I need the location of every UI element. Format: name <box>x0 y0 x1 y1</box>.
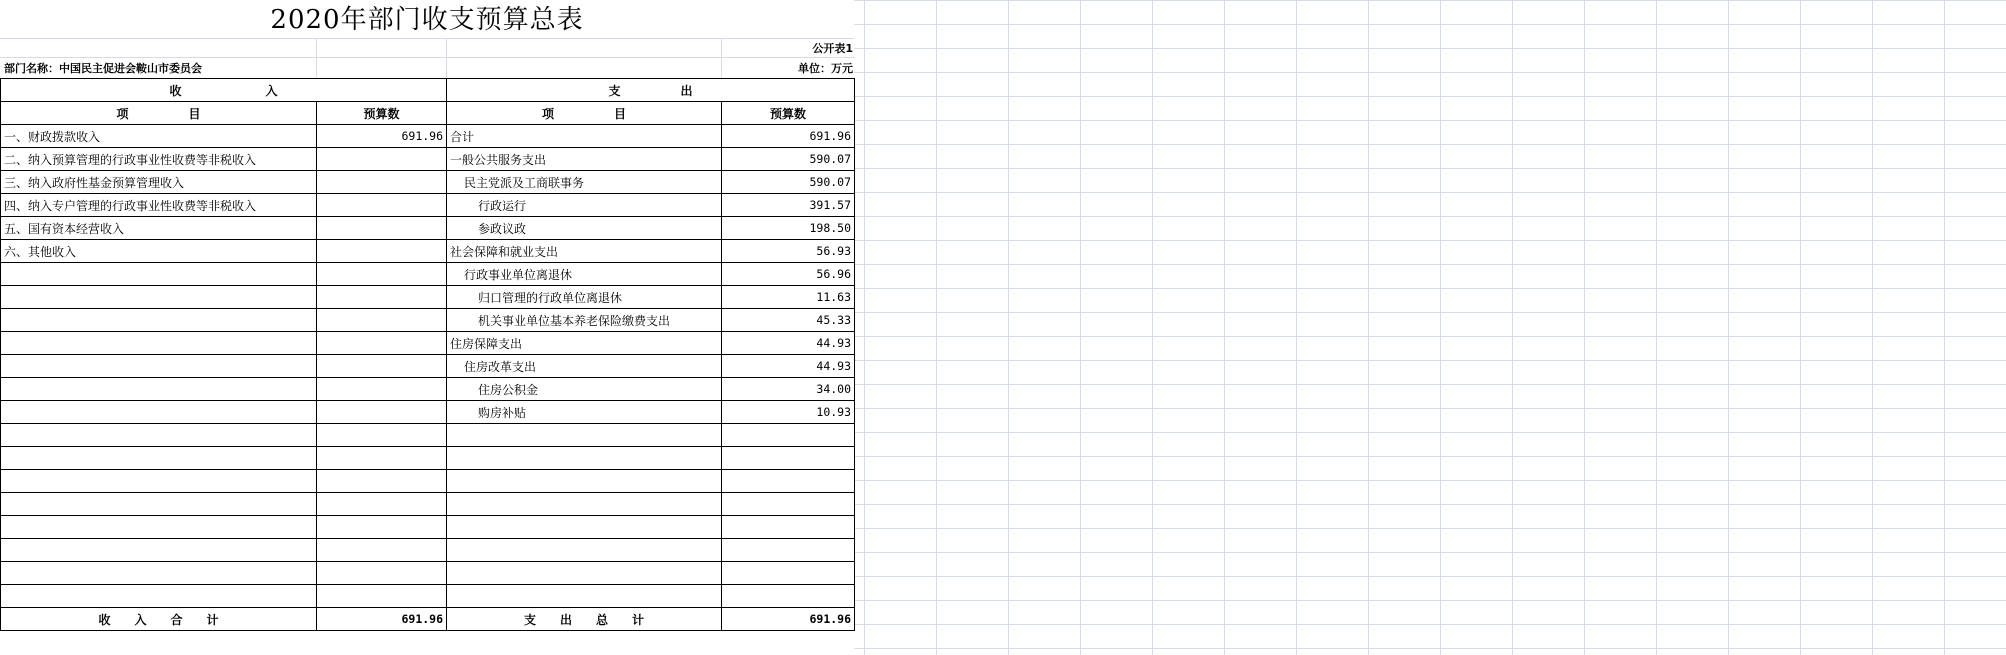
table-row <box>1 286 855 309</box>
expense-item-cell[interactable]: 合计 <box>447 125 722 148</box>
expense-item-cell[interactable]: 购房补贴 <box>447 401 722 424</box>
income-item-cell[interactable]: 二、纳入预算管理的行政事业性收费等非税收入 <box>1 148 317 171</box>
income-amount-cell[interactable] <box>317 286 447 309</box>
expense-item-cell[interactable]: 机关事业单位基本养老保险缴费支出 <box>447 309 722 332</box>
income-amount-cell[interactable] <box>317 562 447 585</box>
income-total-value: 691.96 <box>317 608 447 631</box>
expense-total-label: 支 出 总 计 <box>447 608 722 631</box>
expense-section-header: 支 出 <box>447 79 855 102</box>
expense-amount-cell[interactable]: 44.93 <box>722 332 855 355</box>
expense-item-cell[interactable]: 行政事业单位离退休 <box>447 263 722 286</box>
income-item-header: 项 目 <box>1 102 317 125</box>
unit-label: 单位：万元 <box>798 62 853 75</box>
expense-item-cell[interactable] <box>447 562 722 585</box>
department-name: 部门名称：中国民主促进会鞍山市委员会 <box>4 62 202 75</box>
income-item-cell[interactable] <box>1 562 317 585</box>
income-amount-cell[interactable] <box>317 493 447 516</box>
income-amount-cell[interactable] <box>317 470 447 493</box>
income-section-header: 收 入 <box>1 79 447 102</box>
income-item-cell[interactable]: 一、财政拨款收入 <box>1 125 317 148</box>
income-item-cell[interactable]: 六、其他收入 <box>1 240 317 263</box>
income-item-cell[interactable] <box>1 286 317 309</box>
expense-item-cell[interactable]: 归口管理的行政单位离退休 <box>447 286 722 309</box>
table-row <box>1 470 855 493</box>
expense-item-cell[interactable] <box>447 539 722 562</box>
table-row <box>1 355 855 378</box>
expense-amount-cell[interactable]: 34.00 <box>722 378 855 401</box>
income-amount-cell[interactable] <box>317 539 447 562</box>
expense-amount-cell[interactable] <box>722 424 855 447</box>
income-amount-cell[interactable]: 691.96 <box>317 125 447 148</box>
expense-amount-cell[interactable]: 198.50 <box>722 217 855 240</box>
cell-border <box>0 57 854 58</box>
table-row <box>1 125 855 148</box>
income-amount-cell[interactable] <box>317 424 447 447</box>
income-item-cell[interactable] <box>1 539 317 562</box>
income-item-cell[interactable] <box>1 263 317 286</box>
cell-border <box>0 38 854 39</box>
expense-item-cell[interactable] <box>447 585 722 608</box>
expense-amount-cell[interactable]: 44.93 <box>722 355 855 378</box>
income-item-cell[interactable] <box>1 378 317 401</box>
income-item-cell[interactable] <box>1 516 317 539</box>
table-row <box>1 217 855 240</box>
table-row <box>1 240 855 263</box>
page-title: 2020年部门收支预算总表 <box>270 5 584 35</box>
expense-amount-cell[interactable]: 45.33 <box>722 309 855 332</box>
totals-row <box>1 608 855 631</box>
income-item-cell[interactable] <box>1 470 317 493</box>
expense-amount-cell[interactable]: 691.96 <box>722 125 855 148</box>
income-amount-cell[interactable] <box>317 516 447 539</box>
income-item-cell[interactable] <box>1 585 317 608</box>
expense-amount-cell[interactable]: 391.57 <box>722 194 855 217</box>
expense-budget-header: 预算数 <box>722 102 855 125</box>
expense-item-cell[interactable]: 社会保障和就业支出 <box>447 240 722 263</box>
table-row <box>1 148 855 171</box>
expense-item-cell[interactable] <box>447 424 722 447</box>
income-item-cell[interactable] <box>1 332 317 355</box>
income-amount-cell[interactable] <box>317 447 447 470</box>
income-amount-cell[interactable] <box>317 148 447 171</box>
table-row <box>1 424 855 447</box>
cell-border <box>721 38 722 78</box>
income-item-cell[interactable] <box>1 447 317 470</box>
table-row <box>1 447 855 470</box>
table-row <box>1 401 855 424</box>
income-total-label: 收 入 合 计 <box>1 608 317 631</box>
income-item-cell[interactable] <box>1 309 317 332</box>
income-amount-cell[interactable] <box>317 240 447 263</box>
table-row <box>1 332 855 355</box>
table-body <box>1 125 855 608</box>
expense-item-cell[interactable] <box>447 493 722 516</box>
income-item-cell[interactable]: 四、纳入专户管理的行政事业性收费等非税收入 <box>1 194 317 217</box>
expense-item-cell[interactable]: 行政运行 <box>447 194 722 217</box>
expense-amount-cell[interactable]: 56.96 <box>722 263 855 286</box>
income-amount-cell[interactable] <box>317 401 447 424</box>
expense-item-cell[interactable]: 参政议政 <box>447 217 722 240</box>
expense-item-cell[interactable] <box>447 470 722 493</box>
expense-amount-cell[interactable] <box>722 493 855 516</box>
income-item-cell[interactable]: 五、国有资本经营收入 <box>1 217 317 240</box>
table-row <box>1 493 855 516</box>
income-item-cell[interactable] <box>1 493 317 516</box>
expense-amount-cell[interactable] <box>722 516 855 539</box>
expense-item-cell[interactable]: 民主党派及工商联事务 <box>447 171 722 194</box>
expense-amount-cell[interactable]: 11.63 <box>722 286 855 309</box>
cell-border <box>446 38 447 78</box>
table-row <box>1 309 855 332</box>
cell-border <box>316 38 317 78</box>
budget-table <box>0 78 855 631</box>
expense-item-cell[interactable]: 一般公共服务支出 <box>447 148 722 171</box>
expense-amount-cell[interactable]: 590.07 <box>722 148 855 171</box>
table-row <box>1 263 855 286</box>
income-amount-cell[interactable] <box>317 217 447 240</box>
income-item-cell[interactable] <box>1 424 317 447</box>
expense-total-value: 691.96 <box>722 608 855 631</box>
expense-item-cell[interactable] <box>447 447 722 470</box>
income-budget-header: 预算数 <box>317 102 447 125</box>
income-item-cell[interactable] <box>1 401 317 424</box>
table-row <box>1 194 855 217</box>
expense-item-cell[interactable]: 住房公积金 <box>447 378 722 401</box>
income-item-cell[interactable] <box>1 355 317 378</box>
expense-amount-cell[interactable] <box>722 539 855 562</box>
table-row <box>1 562 855 585</box>
income-amount-cell[interactable] <box>317 378 447 401</box>
expense-item-cell[interactable] <box>447 516 722 539</box>
income-amount-cell[interactable] <box>317 194 447 217</box>
table-row <box>1 378 855 401</box>
table-row <box>1 171 855 194</box>
income-amount-cell[interactable] <box>317 263 447 286</box>
income-amount-cell[interactable] <box>317 171 447 194</box>
table-row <box>1 585 855 608</box>
expense-amount-cell[interactable] <box>722 585 855 608</box>
expense-amount-cell[interactable]: 56.93 <box>722 240 855 263</box>
expense-amount-cell[interactable]: 10.93 <box>722 401 855 424</box>
expense-amount-cell[interactable] <box>722 447 855 470</box>
table-number: 公开表1 <box>812 42 853 55</box>
expense-item-cell[interactable]: 住房改革支出 <box>447 355 722 378</box>
column-header-row <box>1 102 855 125</box>
table-row <box>1 539 855 562</box>
expense-amount-cell[interactable] <box>722 470 855 493</box>
income-amount-cell[interactable] <box>317 332 447 355</box>
income-item-cell[interactable]: 三、纳入政府性基金预算管理收入 <box>1 171 317 194</box>
table-row <box>1 516 855 539</box>
expense-item-header: 项 目 <box>447 102 722 125</box>
expense-amount-cell[interactable] <box>722 562 855 585</box>
expense-amount-cell[interactable]: 590.07 <box>722 171 855 194</box>
expense-item-cell[interactable]: 住房保障支出 <box>447 332 722 355</box>
income-amount-cell[interactable] <box>317 355 447 378</box>
section-header-row <box>1 79 855 102</box>
income-amount-cell[interactable] <box>317 585 447 608</box>
income-amount-cell[interactable] <box>317 309 447 332</box>
